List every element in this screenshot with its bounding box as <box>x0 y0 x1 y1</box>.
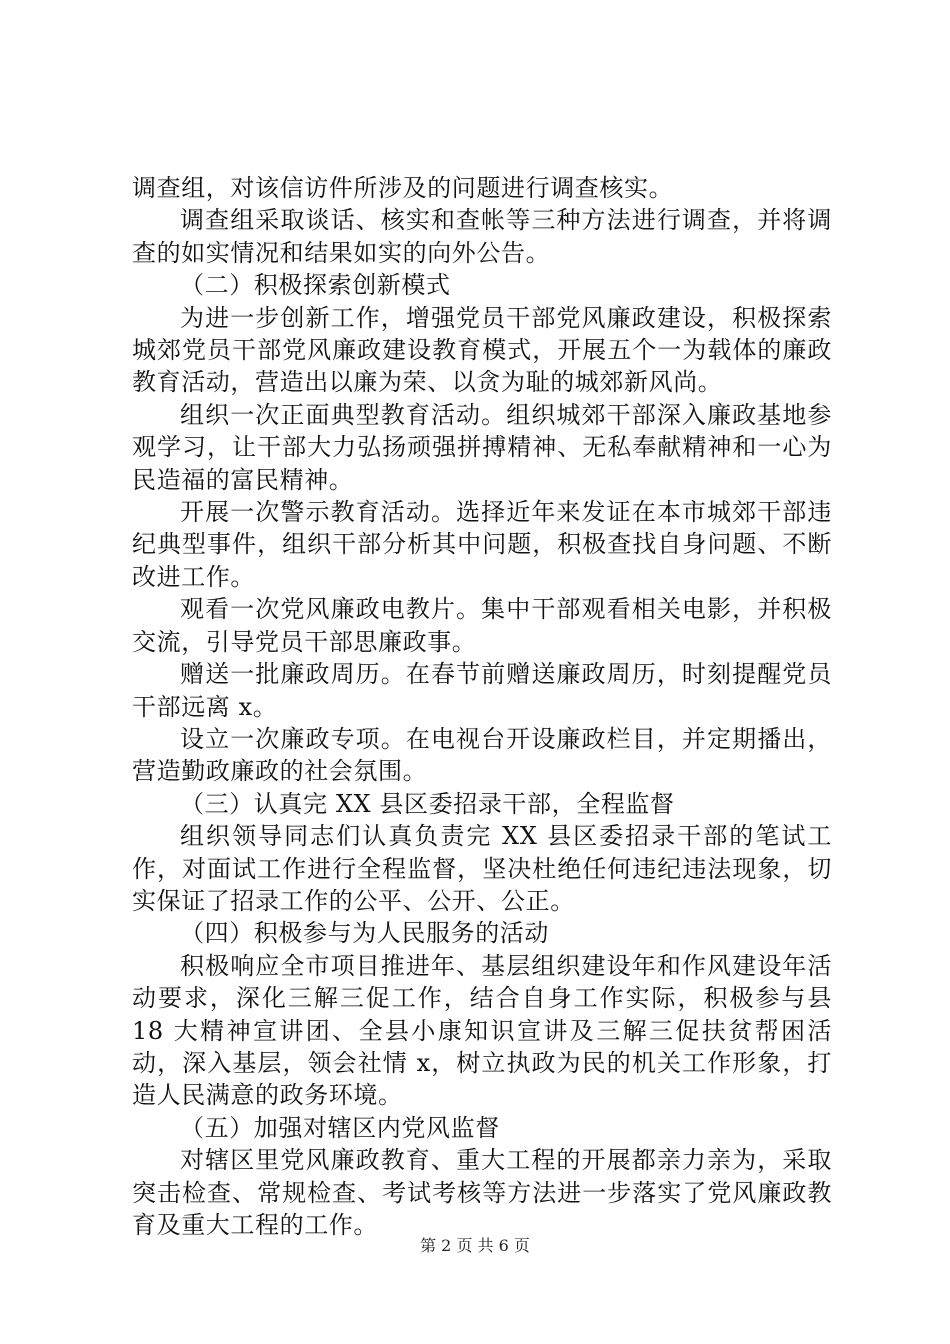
paragraph: 开展一次警示教育活动。选择近年来发证在本市城郊干部违纪典型事件，组织干部分析其中问题，积极查找自身问题、不断改进工作。 <box>132 498 832 591</box>
paragraph: 组织领导同志们认真负责完 XX 县区委招录干部的笔试工作，对面试工作进行全程监督，坚决杜绝任何违纪违法现象，切实保证了招录工作的公平、公开、公正。 <box>132 822 832 915</box>
page-number-label: 第 2 页 共 6 页 <box>420 1236 530 1255</box>
page-footer <box>0 1236 950 1256</box>
paragraph: 观看一次党风廉政电教片。集中干部观看相关电影，并积极交流，引导党员干部思廉政事。 <box>132 595 832 656</box>
section-heading: （四）积极参与为人民服务的活动 <box>180 919 549 948</box>
paragraph: 调查组采取谈话、核实和查帐等三种方法进行调查，并将调查的如实情况和结果如实的向外公告。 <box>132 206 832 267</box>
paragraph: 赠送一批廉政周历。在春节前赠送廉政周历，时刻提醒党员干部远离 x。 <box>132 660 832 721</box>
paragraph: 为进一步创新工作，增强党员干部党风廉政建设，积极探索城郊党员干部党风廉政建设教育模式，开展五个一为载体的廉政教育活动，营造出以廉为荣、以贪为耻的城郊新风尚。 <box>132 303 832 397</box>
document-body <box>132 172 832 1241</box>
paragraph: 积极响应全市项目推进年、基层组织建设年和作风建设年活动要求，深化三解三促工作，结合自身工作实际，积极参与县 18 大精神宣讲团、全县小康知识宣讲及三解三促扶贫帮困活动，深入基层，领会社情 x，树立执政为民的机关工作形象，打造人民满意的政务环境。 <box>132 951 832 1110</box>
paragraph: 调查组，对该信访件所涉及的问题进行调查核实。 <box>132 174 674 202</box>
section-heading: （三）认真完 XX 县区委招录干部，全程监督 <box>180 789 675 818</box>
section-heading: （五）加强对辖区内党风监督 <box>180 1113 500 1142</box>
paragraph: 组织一次正面典型教育活动。组织城郊干部深入廉政基地参观学习，让干部大力弘扬顽强拼搏精神、无私奉献精神和一心为民造福的富民精神。 <box>132 400 832 494</box>
section-heading: （二）积极探索创新模式 <box>180 271 451 300</box>
paragraph: 设立一次廉政专项。在电视台开设廉政栏目，并定期播出，营造勤政廉政的社会氛围。 <box>132 724 832 786</box>
paragraph: 对辖区里党风廉政教育、重大工程的开展都亲力亲为，采取突击检查、常规检查、考试考核等方法进一步落实了党风廉政教育及重大工程的工作。 <box>132 1146 832 1239</box>
